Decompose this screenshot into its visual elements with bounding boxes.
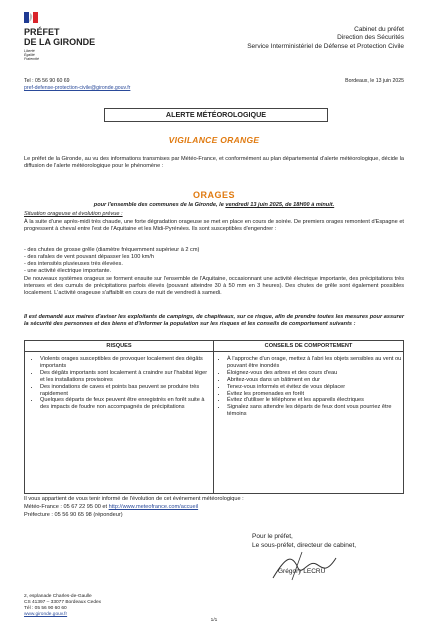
situation-heading: Situation orageuse et évolution prévue : xyxy=(24,211,123,217)
motto-3: Fraternité xyxy=(24,57,39,61)
email-link[interactable]: pref-defense-protection-civile@gironde.gouv.fr xyxy=(24,85,131,91)
advice-item: • Évitez d'utiliser le téléphone et les appareils électriques xyxy=(227,397,405,404)
scope-when: vendredi 13 juin 2025, de 18H00 à minuit. xyxy=(225,202,335,208)
footer-line: Tél : 05 56 90 60 60 xyxy=(24,606,67,611)
phenomenon-label: ORAGES xyxy=(192,190,235,200)
marianne-logo-icon xyxy=(24,12,38,23)
follow-up-line: Il vous appartient de vous tenir informé de l'évolution de cet événement météorologique : xyxy=(24,496,244,502)
motto-1: Liberté xyxy=(24,49,35,53)
logo-line-2: DE LA GIRONDE xyxy=(24,37,96,47)
situation-paragraph: À la suite d'une après-midi très chaude, une forte dégradation orageuse se met en place en cours de soirée. De premiers orages remontent d'Espagne et progressent à cheval entre l'est de l'Aquitaine et les Midi-Pyrénées. Ils sont susceptibles d'engendrer : xyxy=(24,219,404,232)
request-paragraph: Il est demandé aux maires d'aviser les exploitants de campings, de chapiteaux, sur ce risque, afin de prendre toutes les mesures pour assurer la sécurité des personnes et des biens et d'informer la population sur les risques et les conseils de comportement suivants : xyxy=(24,314,404,327)
footer-website[interactable]: www.gironde.gouv.fr xyxy=(24,612,68,617)
advice-item: • Tenez-vous informés et évitez de vous déplacer xyxy=(227,384,405,391)
footer-address xyxy=(24,594,101,618)
advice-item: • À l'approche d'un orage, mettez à l'abri les objets sensibles au vent ou pouvant être inondés xyxy=(227,356,405,370)
cabinet-line-2: Direction des Sécurités xyxy=(337,34,404,42)
cabinet-line-3: Service Interministériel de Défense et Protection Civile xyxy=(247,42,404,50)
risk-item: • Des inondations de caves et points bas peuvent se produire très rapidement xyxy=(40,384,208,398)
table-header-risks: RISQUES xyxy=(106,343,132,349)
contact-meteo-label: Météo-France : 05 67 22 95 00 et xyxy=(24,504,109,510)
motto-2: Égalité xyxy=(24,53,35,57)
hazard-item: - des chutes de grosse grêle (diamètre fréquemment supérieur à 2 cm) xyxy=(24,247,200,253)
advice-item: • Signalez sans attendre les départs de feux dont vous pourriez être témoins xyxy=(227,404,405,418)
evolution-paragraph: De nouveaux systèmes orageux se forment ensuite sur l'ensemble de l'Aquitaine, occasionnant une activité électrique importante, des précipitations très intenses et des cumuls de précipitations parfois élevés (pouvant atteindre 30 à 50 mm en 3 heures). Des chutes de grêle sont également possibles localement. L'activité orageuse s'affaiblit en cours de nuit de vendredi à samedi. xyxy=(24,276,404,296)
logo xyxy=(24,12,96,74)
advice-list xyxy=(218,356,405,418)
footer-line: CS 41397 – 33077 Bordeaux Cedex xyxy=(24,600,102,605)
risks-list xyxy=(31,356,208,411)
hazard-list xyxy=(24,247,404,275)
contact-prefecture: Préfecture : 05 56 90 65 98 (répondeur) xyxy=(24,512,123,518)
scope-line xyxy=(24,202,404,209)
cabinet-block xyxy=(144,26,404,51)
meteo-link[interactable]: http://www.meteofrance.com/accueil xyxy=(108,504,199,510)
page-number: 1/1 xyxy=(210,618,218,623)
intro-paragraph: Le préfet de la Gironde, au vu des informations transmises par Météo-France, et conformément au plan départemental d'alerte météorologique, décide la diffusion de l'alerte météorologique pour le phénomène : xyxy=(24,156,404,169)
advice-item: • Éloignez-vous des arbres et des cours d'eau xyxy=(227,370,405,377)
risk-item: • Violents orages susceptibles de provoquer localement des dégâts importants xyxy=(40,356,208,370)
signature-block xyxy=(240,532,410,592)
advice-item: • Abritez-vous dans un bâtiment en dur xyxy=(227,377,405,384)
page-title: ALERTE MÉTÉOROLOGIQUE xyxy=(104,108,328,122)
risk-item: • Des dégâts importants sont localement à craindre sur l'habitat léger et les installations provisoires xyxy=(40,370,208,384)
hazard-item: - des rafales de vent pouvant dépasser les 100 km/h xyxy=(24,253,154,260)
logo-line-1: PRÉFET xyxy=(24,27,60,37)
footer-line: 2, esplanade Charles-de-Gaulle xyxy=(24,594,92,599)
handwritten-signature-icon xyxy=(268,550,348,584)
vigilance-label: VIGILANCE ORANGE xyxy=(168,135,260,145)
advice-item: • Évitez les promenades en forêt xyxy=(227,391,405,398)
risk-table xyxy=(24,340,404,494)
scope-prefix: pour l'ensemble des communes de la Gironde, le xyxy=(93,202,226,208)
table-header-advice: CONSEILS DE COMPORTEMENT xyxy=(264,343,353,349)
tel: Tel : 05 56 90 60 69 xyxy=(24,78,70,84)
signature-name: Grégory LECRU xyxy=(278,568,326,575)
hazard-item: - des intensités pluvieuses très élevées. xyxy=(24,260,123,267)
risk-item: • Quelques départs de feux peuvent être enregistrés en forêt suite à des impacts de foudre non accompagnés de précipitations xyxy=(40,397,208,411)
signature-line-2: Le sous-préfet, directeur de cabinet, xyxy=(252,542,357,549)
contact-meteo xyxy=(24,504,198,511)
hazard-item: - une activité électrique importante. xyxy=(24,267,112,274)
date: Bordeaux, le 13 juin 2025 xyxy=(345,78,404,84)
cabinet-line-1: Cabinet du préfet xyxy=(354,26,404,33)
signature-line-1: Pour le préfet, xyxy=(252,533,293,540)
